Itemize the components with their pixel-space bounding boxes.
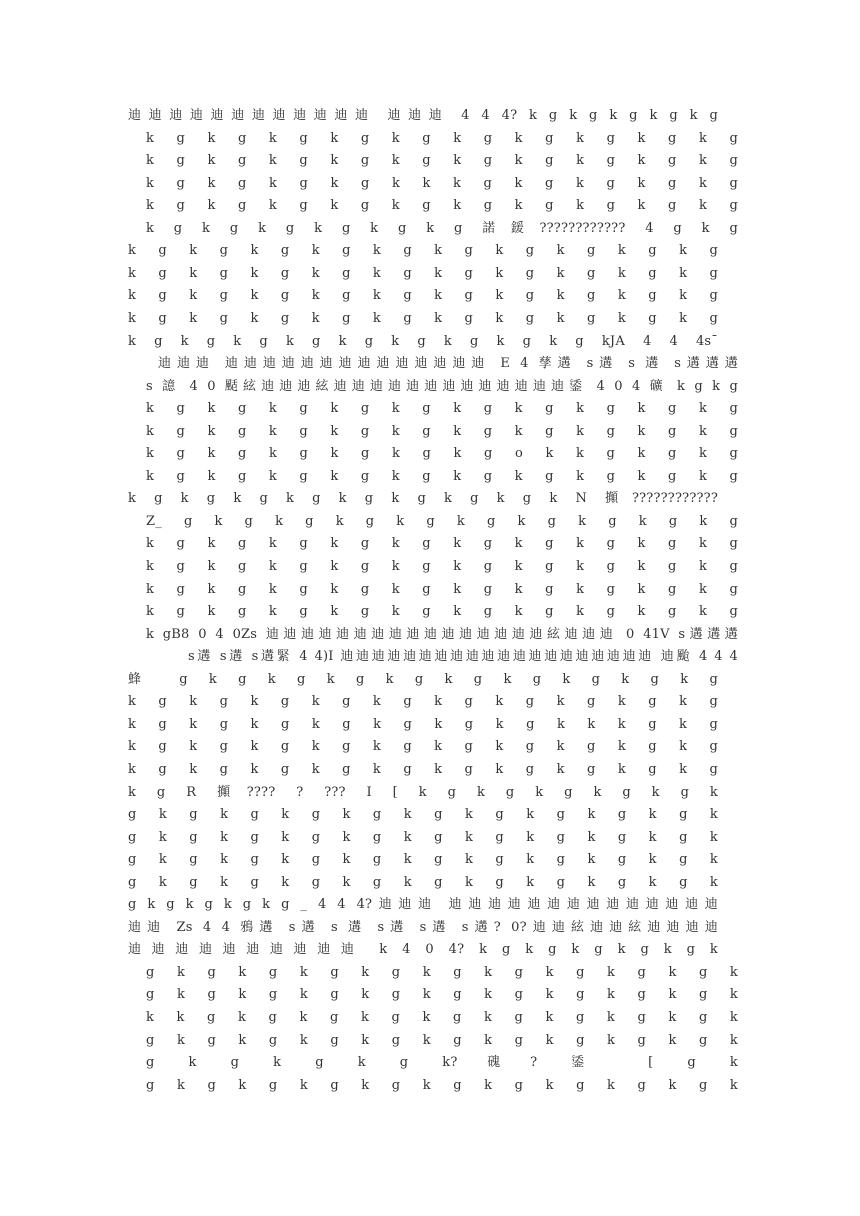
text-line: k g k g k g k g k g k g k g k g k g k g [146,153,738,168]
text-line: k g k g k g k g k g k g k g k g k g k g [146,559,738,574]
text-line: k g k g k g k g k g k g k g k g k g k g [146,582,738,597]
text-line: k g k g k g k g k g k g k g k g k g k g [128,311,718,326]
text-line: k g k g k g k g k g k g 諾鍰???????????? 4 g k g [146,221,738,236]
text-line: k g k g k g k g k g k g k g k g k g k g [146,198,738,213]
text-line: k g k g k g k g k g k g k g k g k N 攧???????????? [128,491,718,506]
text-line: k gB8 0 4 0Zs 迪迪迪迪迪迪迪迪迪迪迪迪迪迪迪迪絃迪迪迪 0 41V s遘遘遘 [146,627,738,642]
text-line: k g k g k g k g k g k g k g k g k g k g [146,401,738,416]
text-line: k g R 攧???? ? ??? I [ k g k g k g k g k g k [128,785,718,800]
text-line: 迪迪迪迪迪迪迪迪迪迪迪迪 迪迪迪 4 4 4? k g k g k g k g k g [128,108,718,123]
text-line: s 譩 4 0 颳絃迪迪迪絃迪迪迪迪迪迪迪迪迪迪迪迪迪鋈 4 0 4 礦 k g k g [146,379,738,394]
text-line: g k g k g k g k g k g k g k g k g k g k [146,987,738,1002]
text-line: s遘 s遘 s遘緊 4 4)I 迪迪迪迪迪迪迪迪迪迪迪迪迪迪迪迪迪迪迪迪 迪颱 4 4 4 [188,649,738,664]
text-line: k g k g k g k g k g k g k g k g k g k g [146,469,738,484]
text-line: k g k g k g k g k g k g k g k g k g k g [128,243,718,258]
text-line: g k g k g k g k g k g k g k g k g k g k [128,875,718,890]
text-line: Z_ g k g k g k g k g k g k g k g k g k g [146,514,738,529]
text-line: g k g k g k g k g k g k g k g k g k g k [128,830,718,845]
text-line: k g k g k g k g k g k g k g k g k g k g [128,288,718,303]
text-line: k g k g k g k g k g k g k g k k k g k g [128,717,718,732]
text-line: g k g k g k g k g k g k g k g k g k g k [146,965,738,980]
text-line: g k g k g k g k?磈? 鋈 [ g k [146,1055,738,1070]
text-line: g k g k g k g k g k g k g k g k g k g k [128,807,718,822]
text-line: k g k g k g k g k g k g k g k g k g k g [128,266,718,281]
text-line: k k g k g k g k g k g k g k g k g k g k [146,1010,738,1025]
text-line: k g k g k g k g k g k g k g k g k g k g [146,536,738,551]
text-line: 迪迪 Zs 4 4 鴉遘 s遘 s 遘 s遘 s遘 s遘? 0?迪迪絃迪迪絃迪迪迪迪 [128,920,718,935]
text-line: k g k g k g k g k g k g k g k g k g k g [146,424,738,439]
text-line: k g k g k g k g k g k g o k k g k g k g [146,446,738,461]
text-line: k g k g k g k g k g k g k g k g k g k g [146,604,738,619]
text-line: 蜂 g k g k g k g k g k g k g k g k g k g [128,672,718,687]
text-line: g k g k g k g k g k g k g k g k g k g k [128,852,718,867]
text-line: g k g k g k g k g k g k g k g k g k g k [146,1033,738,1048]
text-line: k g k g k g k g k g k g k g k g k g kJA 4 4 4s¯ [128,334,718,349]
text-line: g k g k g k g k g k g k g k g k g k g k [146,1078,738,1093]
text-line: g k g k g k g k g _ 4 4 4?迪迪迪 迪迪迪迪迪迪迪迪迪迪迪迪迪迪 [128,897,718,912]
text-line: k g k g k g k g k g k g k g k g k g k g [128,694,718,709]
text-line: 迪迪迪迪迪迪迪迪迪迪 k 4 0 4? k g k g k g k g k g k [128,942,718,957]
text-line: k g k g k g k g k g k g k g k g k g k g [128,762,718,777]
text-line: k g k g k g k g k g k g k g k g k g k g [146,131,738,146]
text-line: k g k g k g k g k k k g k g k g k g k g [146,176,738,191]
text-line: k g k g k g k g k g k g k g k g k g k g [128,739,718,754]
text-line: 迪迪迪 迪迪迪迪迪迪迪迪迪迪迪迪迪迪 E 4 孳遘 s遘 s 遘 s遘遘遘 [158,356,738,371]
